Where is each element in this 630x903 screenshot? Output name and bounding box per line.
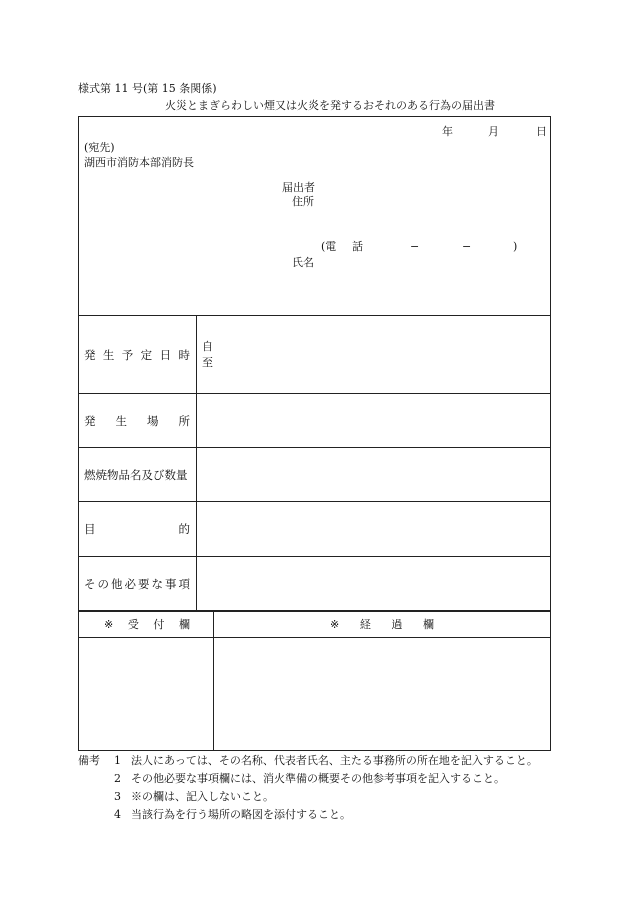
label-char: 付 <box>153 618 165 631</box>
purpose-label <box>78 502 196 556</box>
reception-field[interactable] <box>79 638 213 750</box>
note-text: 当該行為を行う場所の略図を添付すること。 <box>131 808 351 821</box>
label-char: な <box>151 576 163 591</box>
label-char: 事 <box>165 576 177 591</box>
form-number: 様式第 11 号(第 15 条関係) <box>78 82 217 95</box>
label-char: 受 <box>127 618 139 631</box>
progress-field[interactable] <box>214 638 550 750</box>
location-label <box>78 394 196 447</box>
label-char: 発 <box>84 347 96 362</box>
date-day-label: 日 <box>536 125 547 138</box>
progress-header <box>330 619 434 630</box>
note-text: その他必要な事項欄には、消火準備の概要その他参考事項を記入すること。 <box>131 772 505 785</box>
other-label <box>78 557 196 610</box>
label-char: 所 <box>178 413 190 428</box>
label-char: 場 <box>147 413 159 428</box>
label-char: の <box>97 576 109 591</box>
label-char: 時 <box>178 347 190 362</box>
phone-close: ) <box>513 240 518 253</box>
schedule-from: 自 <box>202 340 213 353</box>
note-text: ※の欄は、記入しないこと。 <box>131 790 274 803</box>
materials-label: 燃焼物品名及び数量 <box>84 467 188 482</box>
label-char: 他 <box>111 576 123 591</box>
reception-header <box>104 619 190 630</box>
addressee-prefix: (宛先) <box>84 141 115 154</box>
label-char: 経 <box>359 618 371 631</box>
label-char: ※ <box>104 618 114 631</box>
other-field[interactable] <box>197 557 550 610</box>
phone-dash-2: − <box>462 240 472 253</box>
label-char: 日 <box>159 347 172 362</box>
label-char: ※ <box>330 618 340 631</box>
phone-open: (電 <box>321 240 337 253</box>
label-char: 予 <box>121 347 134 362</box>
form-title: 火災とまぎらわしい煙又は火炎を発するおそれのある行為の届出書 <box>165 99 495 112</box>
label-char: そ <box>84 576 96 591</box>
date-month-label: 月 <box>488 125 499 138</box>
label-char: 必 <box>124 576 136 591</box>
label-char: 的 <box>178 522 190 536</box>
label-char: 発 <box>84 413 96 428</box>
note-text: 法人にあっては、その名称、代表者氏名、主たる事務所の所在地を記入すること。 <box>131 754 538 767</box>
address-label: 住所 <box>292 195 314 208</box>
label-char: 目 <box>84 522 96 536</box>
label-char: 欄 <box>179 618 190 631</box>
name-label: 氏名 <box>292 256 314 269</box>
phone-dash-1: − <box>410 240 420 253</box>
note-number: 3 <box>114 790 121 803</box>
location-field[interactable] <box>197 394 550 447</box>
label-char: 定 <box>140 347 153 362</box>
note-number: 2 <box>114 772 121 785</box>
label-char: 生 <box>102 347 115 362</box>
label-char: 過 <box>391 618 403 631</box>
materials-field[interactable] <box>197 448 550 501</box>
schedule-field[interactable] <box>197 316 550 393</box>
label-char: 要 <box>138 576 150 591</box>
notes-heading: 備考 <box>78 754 100 767</box>
phone-label: 話 <box>352 240 363 253</box>
applicant-label: 届出者 <box>282 181 315 194</box>
schedule-label <box>78 316 196 393</box>
purpose-field[interactable] <box>197 502 550 556</box>
date-year-label: 年 <box>442 125 453 138</box>
label-char: 生 <box>115 413 127 428</box>
schedule-to: 至 <box>202 356 213 369</box>
note-number: 1 <box>114 754 121 767</box>
label-char: 欄 <box>423 618 434 631</box>
note-number: 4 <box>114 808 121 821</box>
addressee: 湖西市消防本部消防長 <box>84 156 194 169</box>
label-char: 項 <box>178 576 190 591</box>
